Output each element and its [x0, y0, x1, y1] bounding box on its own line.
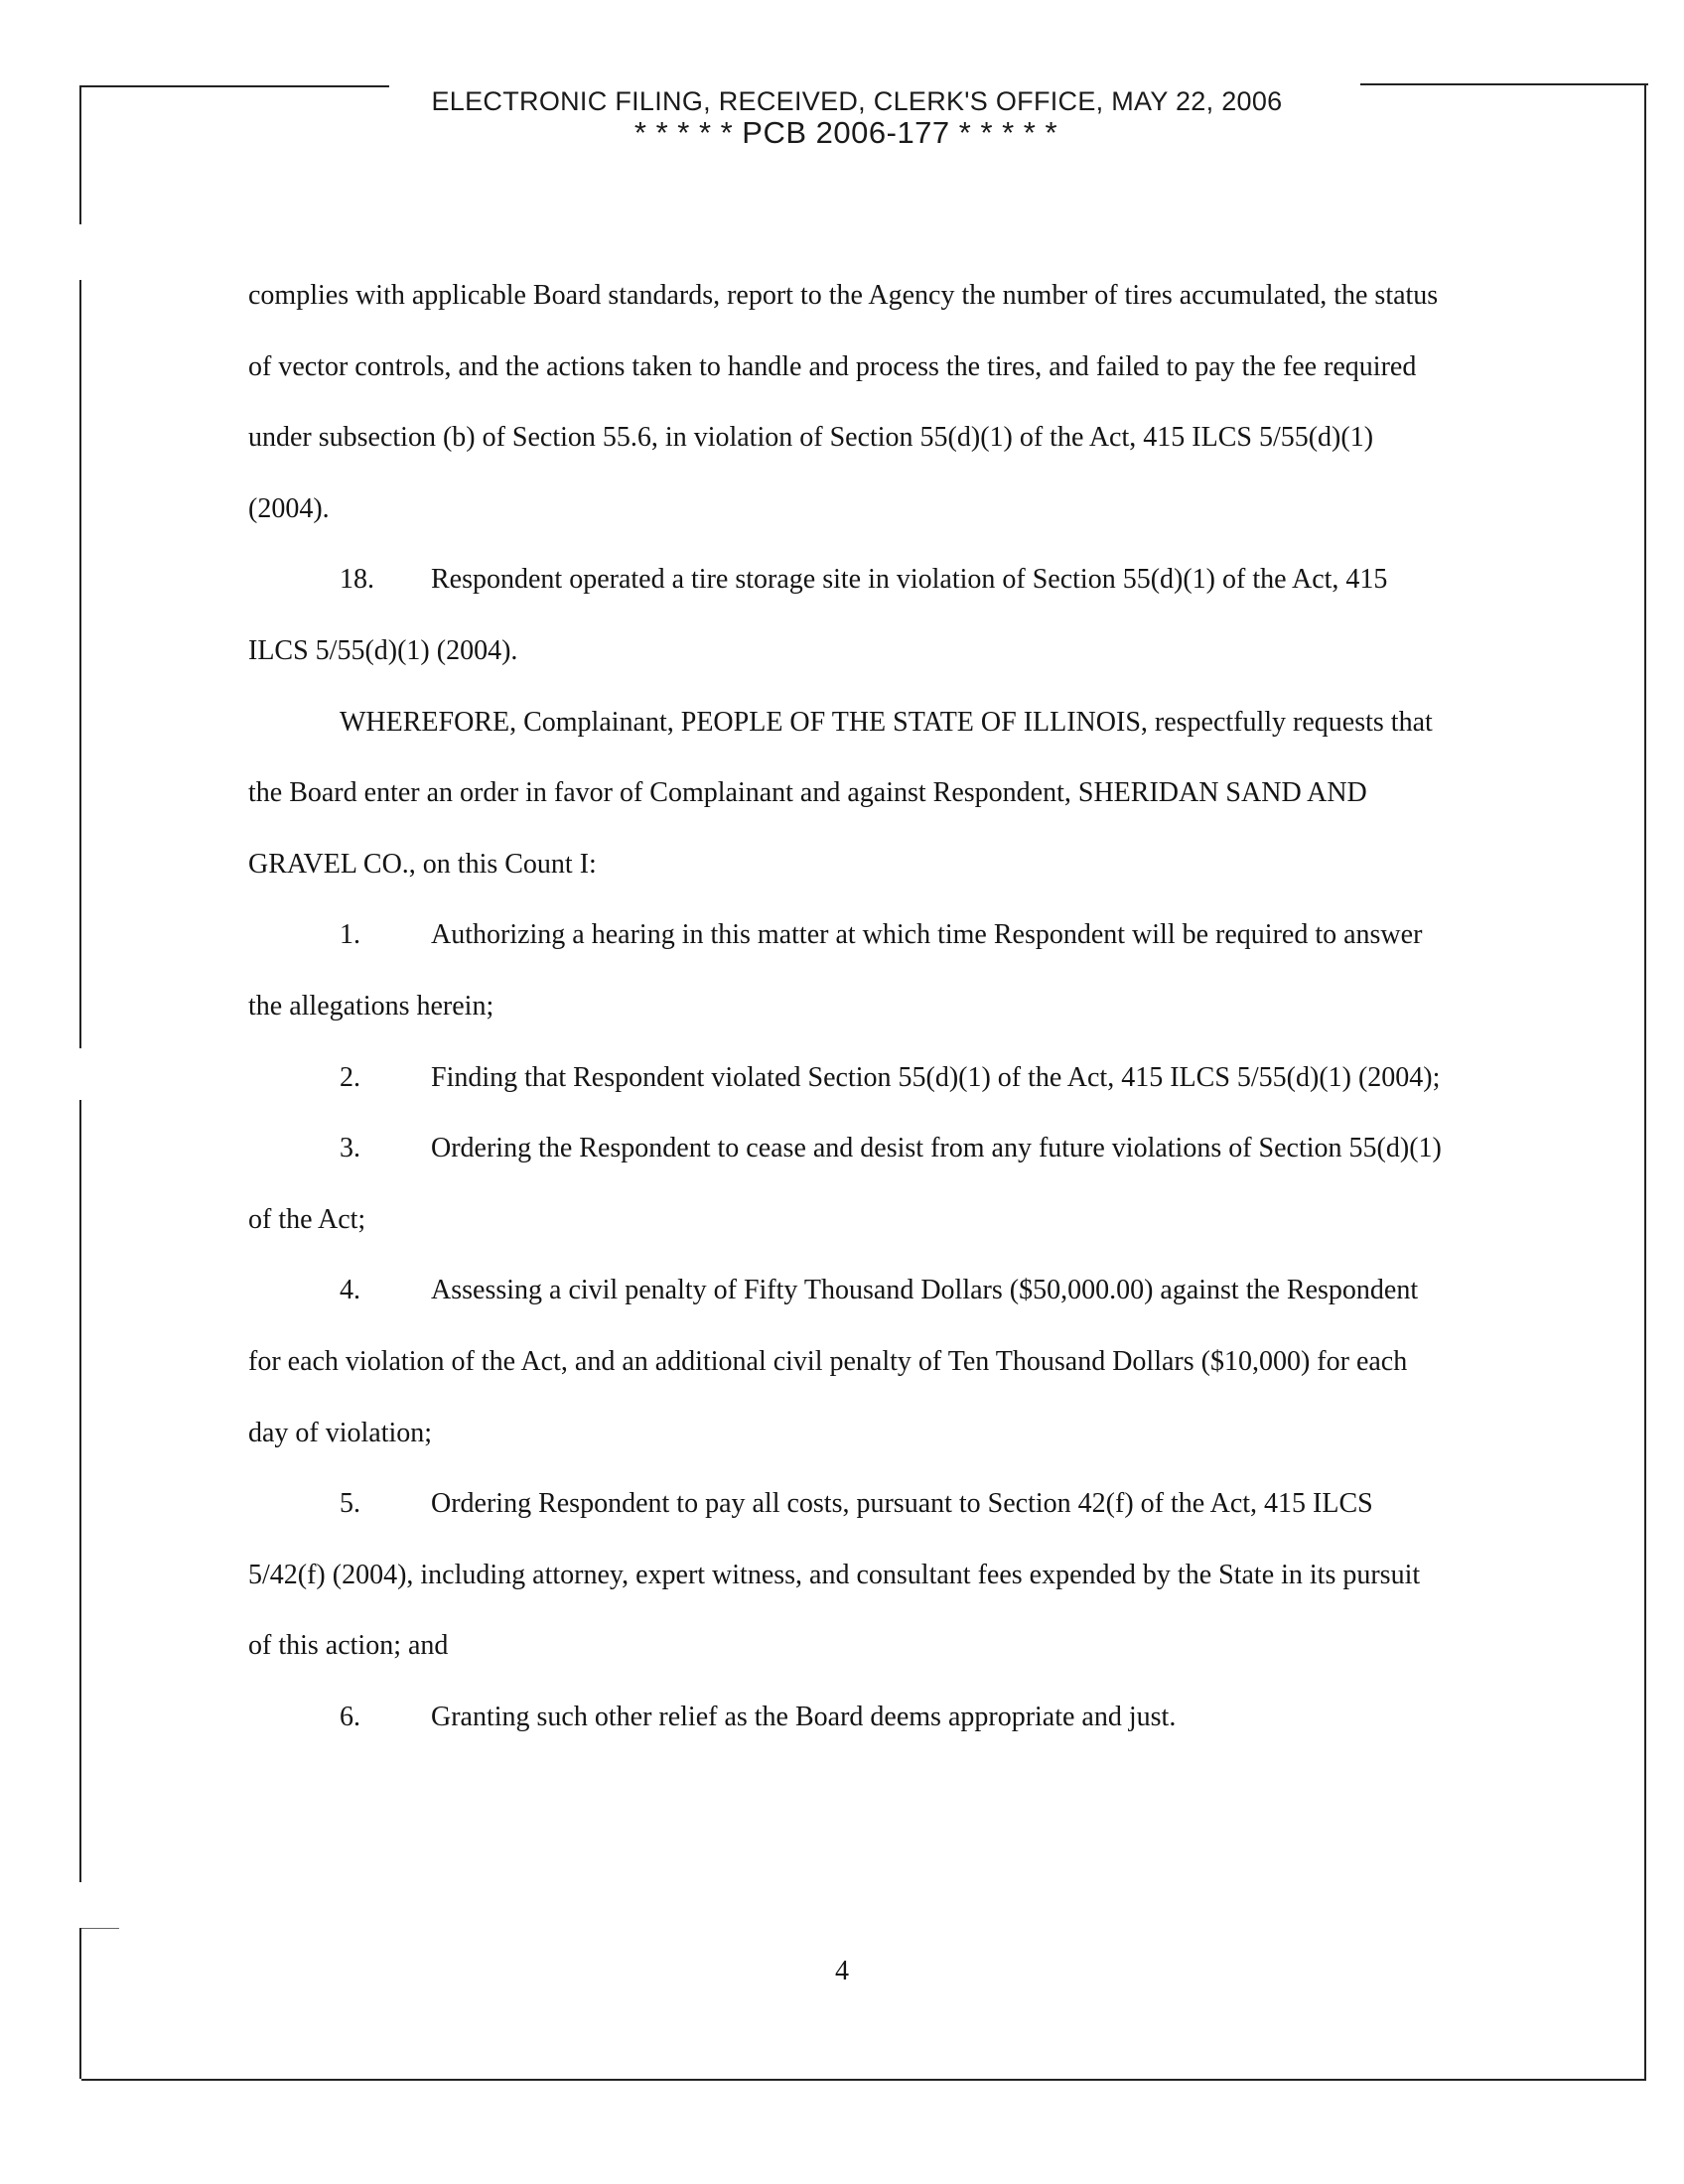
relief-item-1: [248, 899, 1450, 1041]
page-number: 4: [835, 1956, 849, 1986]
relief-item-6: [248, 1682, 1450, 1753]
relief-item-5: [248, 1468, 1450, 1682]
filing-line: ELECTRONIC FILING, RECEIVED, CLERK'S OFFICE, MAY 22, 2006: [431, 86, 1283, 116]
relief-item-2: [248, 1042, 1450, 1114]
relief-item-text: Authorizing a hearing in this matter at which time Respondent will be required to answer the allegations herein;: [248, 919, 1423, 1022]
relief-item-text: Granting such other relief as the Board deems appropriate and just.: [431, 1701, 1177, 1732]
relief-item-number: 2.: [340, 1061, 360, 1093]
relief-item-text: Ordering Respondent to pay all costs, pursuant to Section 42(f) of the Act, 415 ILCS 5/42(f) (2004), including attorney, expert witness, and consultant fees expended by the State in its pursuit of this action; and: [248, 1488, 1421, 1662]
relief-item-text: Finding that Respondent violated Section 55(d)(1) of the Act, 415 ILCS 5/55(d)(1) (2004);: [431, 1061, 1441, 1093]
wherefore-paragraph: WHEREFORE, Complainant, PEOPLE OF THE STATE OF ILLINOIS, respectfully requests that the Board enter an order in favor of Complainant and against Respondent, SHERIDAN SAND AND GRAVEL CO., on this Count I:: [248, 706, 1433, 880]
case-number-line: * * * * * PCB 2006-177 * * * * *: [633, 115, 1058, 150]
relief-item-text: Assessing a civil penalty of Fifty Thousand Dollars ($50,000.00) against the Respondent for each violation of the Act, and an additional civil penalty of Ten Thousand Dollars ($10,000) for each day of violation;: [248, 1275, 1419, 1448]
relief-item-text: Ordering the Respondent to cease and desist from any future violations of Section 55(d)(1) of the Act;: [248, 1133, 1442, 1235]
relief-item-number: 5.: [340, 1488, 360, 1520]
paragraph-text: Respondent operated a tire storage site in violation of Section 55(d)(1) of the Act, 415 ILCS 5/55(d)(1) (2004).: [248, 564, 1388, 666]
border-line-left: [79, 1928, 81, 2079]
document-body: [248, 260, 1450, 1752]
border-line-bottom: [81, 2079, 1646, 2081]
paragraph-18: [248, 544, 1450, 686]
relief-item-4: [248, 1255, 1450, 1468]
relief-item-number: 1.: [340, 919, 360, 951]
border-line-right: [1644, 83, 1646, 2081]
border-line-left: [79, 280, 81, 1048]
border-tick: [81, 1928, 119, 1929]
paragraph-number: 18.: [340, 564, 374, 596]
relief-item-number: 3.: [340, 1133, 360, 1164]
relief-item-number: 6.: [340, 1701, 360, 1732]
continuation-paragraph: complies with applicable Board standards, report to the Agency the number of tires accumulated, the status of vector controls, and the actions taken to handle and process the tires, and failed to pay the fee required under subsection (b) of Section 55.6, in violation of Section 55(d)(1) of the Act, 415 ILCS 5/55(d)(1) (2004).: [248, 280, 1439, 524]
filing-stamp-header: [0, 85, 1684, 149]
relief-item-3: [248, 1113, 1450, 1255]
border-line-left: [79, 1100, 81, 1882]
relief-item-number: 4.: [340, 1275, 360, 1306]
